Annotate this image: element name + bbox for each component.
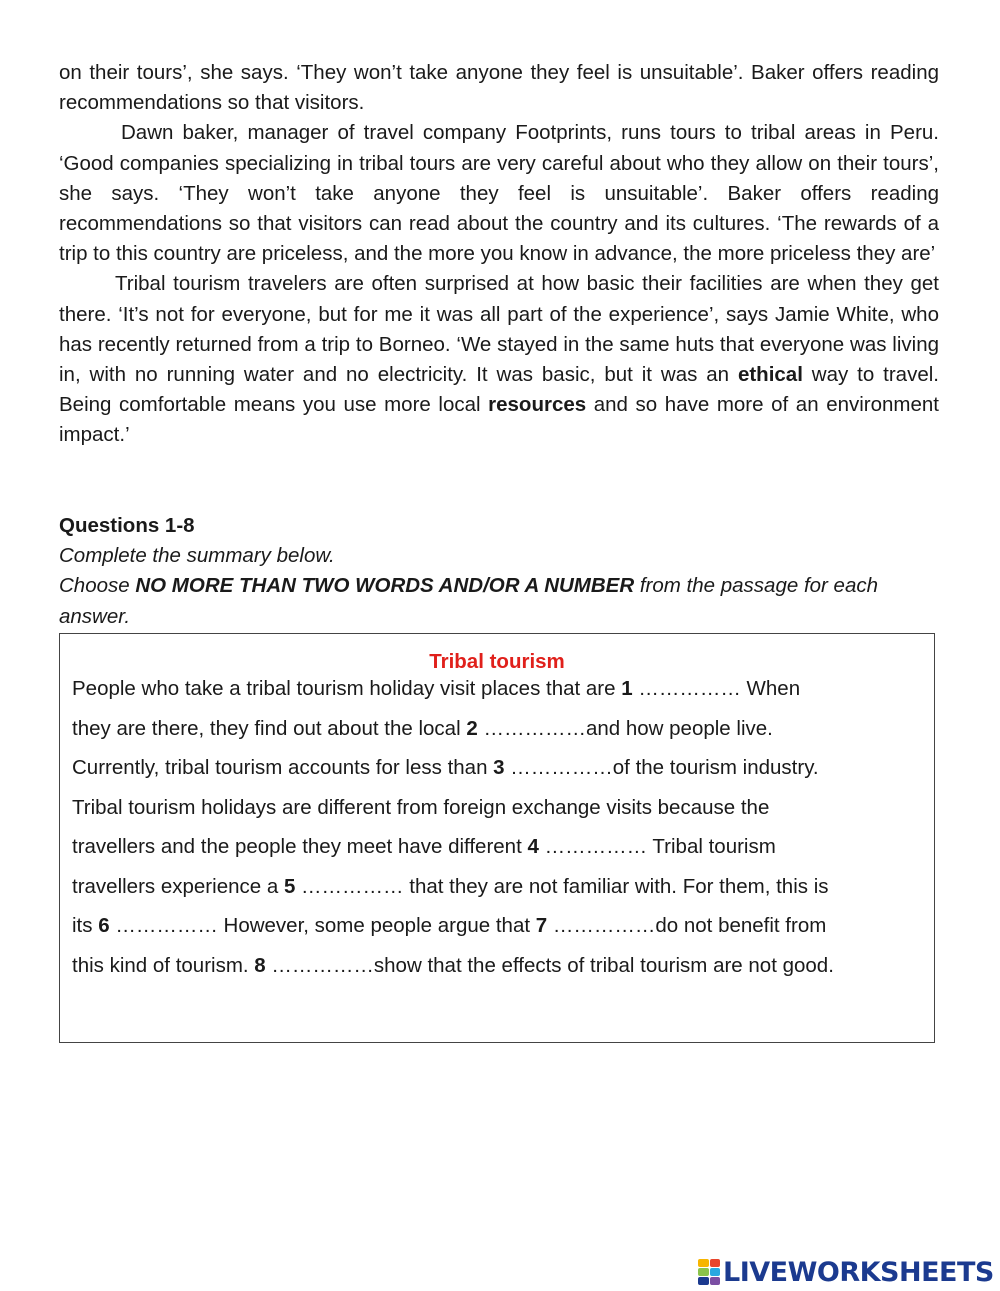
logo-block bbox=[698, 1277, 709, 1285]
question-number-3: 3 bbox=[493, 756, 505, 779]
reading-passage bbox=[59, 58, 939, 451]
liveworksheets-logo-text: LIVEWORKSHEETS bbox=[723, 1256, 994, 1288]
answer-blank-2[interactable]: …………… bbox=[483, 716, 586, 740]
logo-block bbox=[710, 1277, 721, 1285]
liveworksheets-logo-icon bbox=[698, 1259, 720, 1285]
answer-blank-1[interactable]: …………… bbox=[638, 677, 741, 700]
summary-line-8: this kind of tourism. 8 ……………show that the effects of tribal tourism are not good. bbox=[72, 953, 834, 977]
summary-line-6: travellers experience a 5 …………… that they are not familiar with. For them, this is bbox=[72, 874, 829, 898]
liveworksheets-logo bbox=[698, 1257, 994, 1287]
question-number-8: 8 bbox=[254, 953, 266, 977]
answer-blank-7[interactable]: …………… bbox=[552, 914, 656, 937]
instruction-complete: Complete the summary below. bbox=[59, 544, 335, 568]
summary-line-7: its 6 …………… However, some people argue that 7 ……………do not benefit from bbox=[72, 914, 827, 937]
answer-blank-3[interactable]: …………… bbox=[510, 756, 613, 779]
question-number-7: 7 bbox=[535, 914, 548, 937]
summary-text bbox=[60, 669, 934, 985]
question-number-6: 6 bbox=[98, 914, 110, 937]
summary-title: Tribal tourism bbox=[429, 650, 565, 673]
question-number-2: 2 bbox=[466, 716, 478, 740]
logo-block bbox=[710, 1268, 721, 1276]
summary-line-5: travellers and the people they meet have different 4 …………… Tribal tourism bbox=[72, 835, 776, 858]
summary-box bbox=[59, 633, 935, 1043]
summary-line-1: People who take a tribal tourism holiday visit places that are 1 …………… When bbox=[72, 677, 801, 700]
passage-paragraph-1: Dawn baker, manager of travel company Footprints, runs tours to tribal areas in Peru. ‘Good companies specializing in tribal tours are very careful about who they allow on their tours’, she says. ‘They won’t take anyone they feel is unsuitable’. Baker offers reading recommendations so that visitors can read about the country and its cultures. ‘The rewards of a trip to this country are priceless, and the more you know in advance, the more priceless they are’ bbox=[59, 121, 939, 266]
logo-block bbox=[698, 1268, 709, 1276]
answer-blank-6[interactable]: …………… bbox=[115, 914, 218, 937]
questions-title: Questions 1-8 bbox=[59, 514, 195, 537]
question-number-1: 1 bbox=[621, 677, 633, 700]
question-number-4: 4 bbox=[527, 835, 539, 858]
keyword-resources: resources bbox=[488, 393, 587, 417]
answer-blank-8[interactable]: …………… bbox=[271, 953, 374, 977]
answer-blank-4[interactable]: …………… bbox=[544, 835, 648, 858]
questions-header bbox=[59, 511, 939, 632]
summary-line-3: Currently, tribal tourism accounts for less than 3 ……………of the tourism industry. bbox=[72, 756, 819, 779]
answer-blank-5[interactable]: …………… bbox=[301, 874, 404, 898]
passage-paragraph-0: on their tours’, she says. ‘They won’t take anyone they feel is unsuitable’. Baker offers reading recommendations so that visitors. bbox=[59, 61, 939, 115]
summary-line-4: Tribal tourism holidays are different from foreign exchange visits because the bbox=[72, 795, 770, 819]
passage-paragraph-2: Tribal tourism travelers are often surprised at how basic their facilities are when they get there. ‘It’s not for everyone, but for me it was all part of the experience’, says Jamie White, who has recently returned from a trip to Borneo. ‘We stayed in the same huts that everyone was living in, with no running water and no electricity. It was basic, but it was an ethical way to travel. Being comfortable means you use more local resources and so have more of an environment impact.’ bbox=[59, 272, 940, 447]
summary-line-2: they are there, they find out about the local 2 ……………and how people live. bbox=[72, 716, 773, 740]
question-number-5: 5 bbox=[283, 874, 296, 898]
logo-block bbox=[710, 1259, 721, 1267]
logo-block bbox=[698, 1259, 709, 1267]
keyword-ethical: ethical bbox=[737, 363, 803, 387]
instruction-choose: Choose NO MORE THAN TWO WORDS AND/OR A NUMBER from the passage for each answer. bbox=[59, 574, 879, 628]
